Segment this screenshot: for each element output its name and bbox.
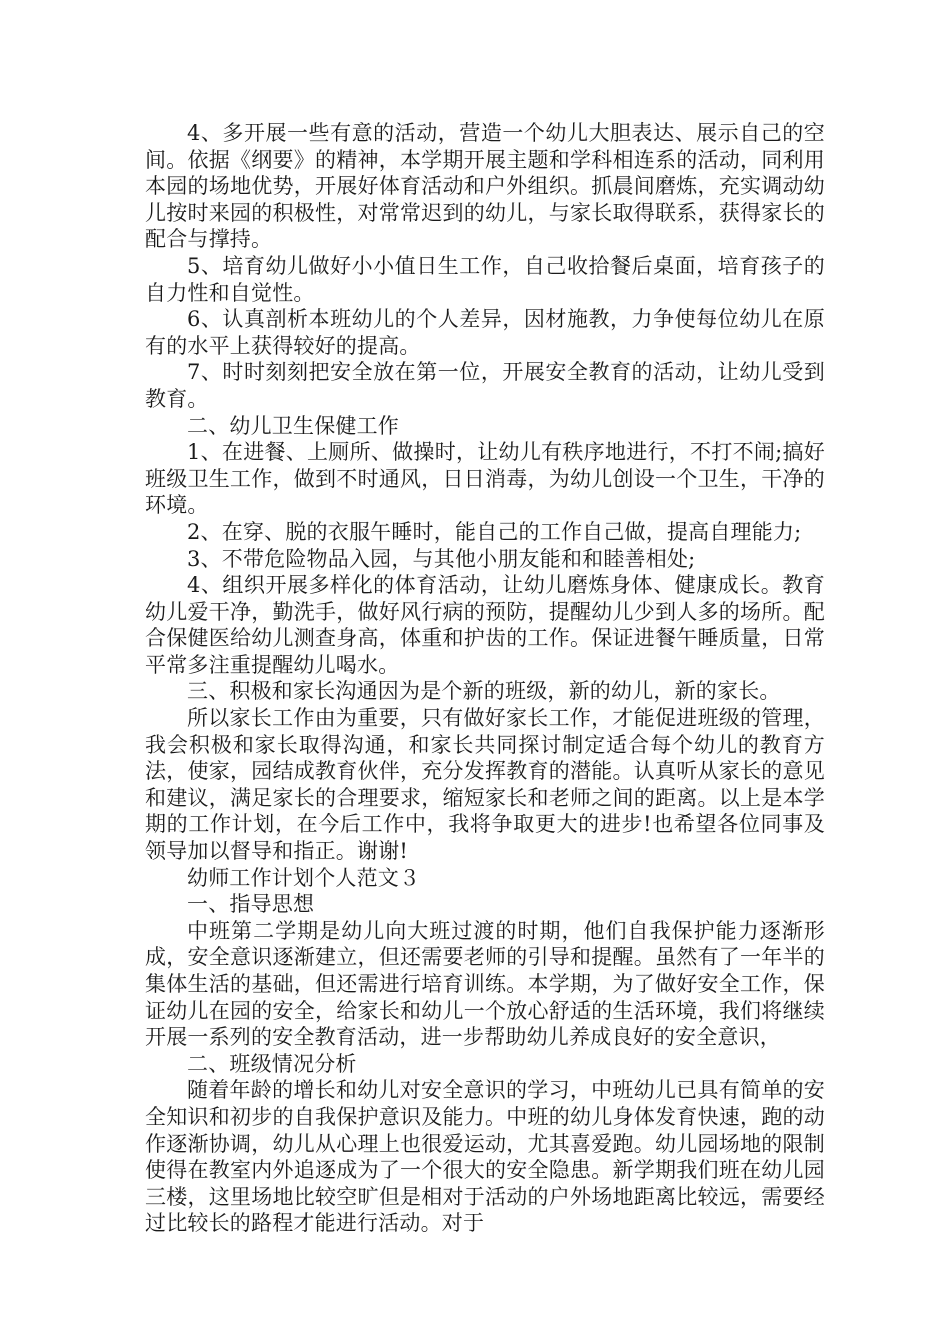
paragraph-guiding: 中班第二学期是幼儿向大班过渡的时期，他们自我保护能力逐渐形成，安全意识逐渐建立，但还需要老师的引导和提醒。虽然有了一年半的集体生活的基础，但还需进行培育训练。本学期，为了做好安全工作，保证幼儿在园的安全，给家长和幼儿一个放心舒适的生活环境，我们将继续开展一系列的安全教育活动，进一步帮助幼儿养成良好的安全意识， [145, 918, 825, 1050]
paragraph-differences: 6、认真剖析本班幼儿的个人差异，因材施教，力争使每位幼儿在原有的水平上获得较好的提高。 [145, 307, 825, 358]
paragraph-hygiene-4: 4、组织开展多样化的体育活动，让幼儿磨炼身体、健康成长。教育幼儿爱干净，勤洗手，做好风行病的预防，提醒幼儿少到人多的场所。配合保健医给幼儿测查身高，体重和护齿的工作。保证进餐午睡质量，日常平常多注重提醒幼儿喝水。 [145, 573, 825, 677]
section-heading-hygiene: 二、幼儿卫生保健工作 [187, 413, 399, 438]
document-page [145, 120, 825, 1237]
document-subtitle: 幼师工作计划个人范文３ [187, 865, 421, 890]
section-heading-guiding: 一、指导思想 [187, 892, 315, 917]
section-heading-class-analysis: 二、班级情况分析 [187, 1051, 357, 1076]
paragraph-parents: 所以家长工作由为重要，只有做好家长工作，才能促进班级的管理，我会积极和家长取得沟通，和家长共同探讨制定适合每个幼儿的教育方法，使家，园结成教育伙伴，充分发挥教育的潜能。认真听从家长的意见和建议，满足家长的合理要求，缩短家长和老师之间的距离。以上是本学期的工作计划，在今后工作中，我将争取更大的进步!也希望各位同事及领导加以督导和指正。谢谢! [145, 706, 825, 864]
paragraph-hygiene-2: 2、在穿、脱的衣服午睡时，能自己的工作自己做，提高自理能力; [187, 519, 802, 544]
section-heading-parents: 三、积极和家长沟通因为是个新的班级，新的幼儿，新的家长。 [187, 679, 781, 704]
paragraph-duty: 5、培育幼儿做好小小值日生工作，自己收拾餐后桌面，培育孩子的自力性和自觉性。 [145, 253, 825, 305]
paragraph-safety-first: 7、时时刻刻把安全放在第一位，开展安全教育的活动，让幼儿受到教育。 [145, 360, 825, 411]
paragraph-hygiene-1: 1、在进餐、上厕所、做操时，让幼儿有秩序地进行，不打不闹;搞好班级卫生工作，做到不时通风，日日消毒，为幼儿创设一个卫生，干净的环境。 [145, 440, 825, 518]
paragraph-class-analysis: 随着年龄的增长和幼儿对安全意识的学习，中班幼儿已具有简单的安全知识和初步的自我保护意识及能力。中班的幼儿身体发育快速，跑的动作逐渐协调，幼儿从心理上也很爱运动，尤其喜爱跑。幼儿园场地的限制使得在教室内外追逐成为了一个很大的安全隐患。新学期我们班在幼儿园三楼，这里场地比较空旷但是相对于活动的户外场地距离比较远，需要经过比较长的路程才能进行活动。对于 [145, 1078, 825, 1236]
paragraph-activities: 4、多开展一些有意的活动，营造一个幼儿大胆表达、展示自己的空间。依据《纲要》的精神，本学期开展主题和学科相连系的活动，同利用本园的场地优势，开展好体育活动和户外组织。抓晨间磨炼，充实调动幼儿按时来园的积极性，对常常迟到的幼儿，与家长取得联系，获得家长的配合与撑持。 [145, 121, 825, 252]
paragraph-hygiene-3: 3、不带危险物品入园，与其他小朋友能和和睦善相处; [187, 546, 696, 571]
